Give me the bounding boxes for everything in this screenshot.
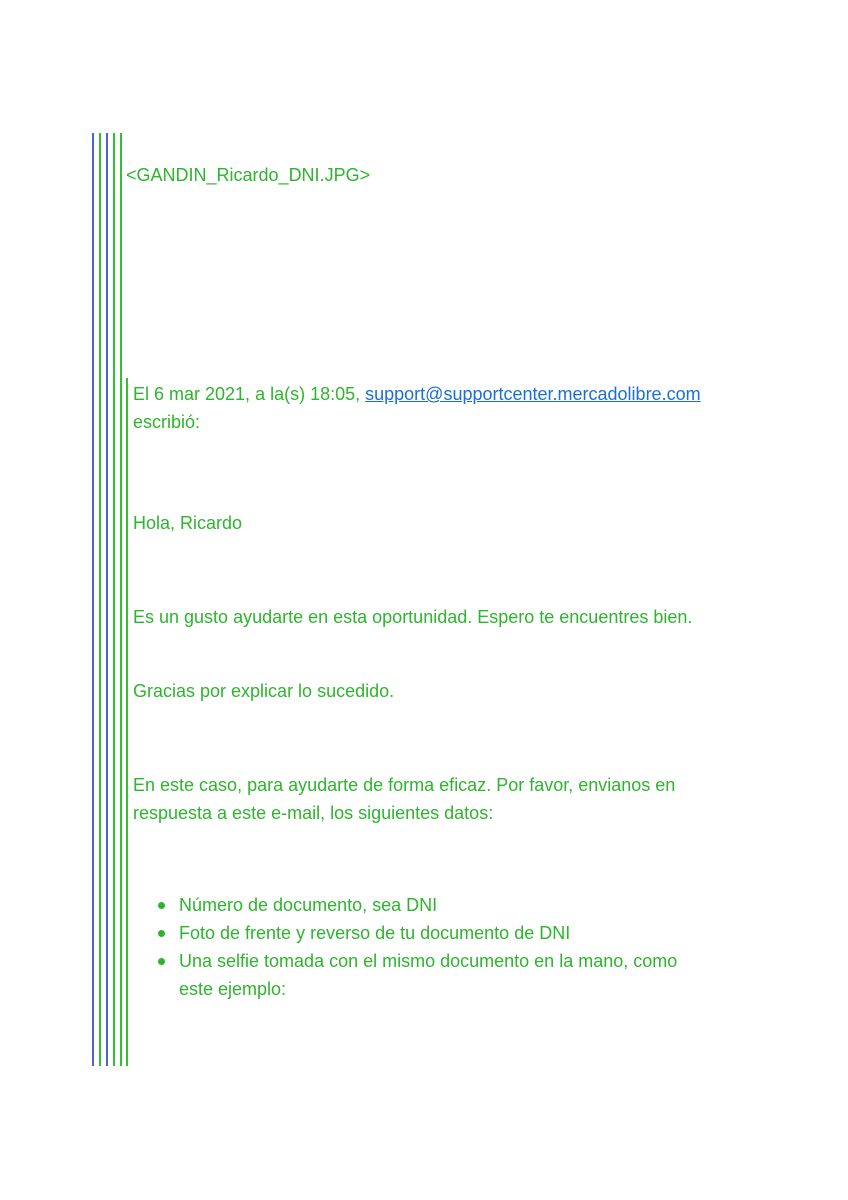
- list-item-text-continued: este ejemplo:: [179, 979, 287, 999]
- quoted-header: [133, 380, 701, 408]
- sender-email-link[interactable]: support@supportcenter.mercadolibre.com: [365, 384, 701, 404]
- list-item-text: Foto de frente y reverso de tu documento de DNI: [179, 923, 571, 943]
- quote-bar-level-2: [99, 133, 101, 1066]
- quote-bar-level-6: [126, 378, 128, 1066]
- paragraph-1: Es un gusto ayudarte en esta oportunidad. Espero te encuentres bien.: [133, 607, 693, 627]
- bullet-icon: [158, 930, 165, 937]
- list-item-text: Una selfie tomada con el mismo documento en la mano, como: [179, 951, 678, 971]
- quote-bar-level-1: [92, 133, 94, 1066]
- quote-bar-level-3: [106, 133, 108, 1066]
- bullet-icon: [158, 958, 165, 965]
- list-item-text: Número de documento, sea DNI: [179, 895, 438, 915]
- requirements-list: [152, 891, 739, 1003]
- paragraph-3-line-1: En este caso, para ayudarte de forma eficaz. Por favor, envianos en: [133, 775, 676, 795]
- quote-bar-level-4: [113, 133, 115, 1066]
- quoted-header-suffix: escribió:: [133, 412, 201, 432]
- paragraph-2: Gracias por explicar lo sucedido.: [133, 681, 395, 701]
- quote-bar-level-5: [120, 133, 122, 1066]
- bullet-icon: [158, 902, 165, 909]
- list-item: [152, 919, 739, 947]
- paragraph-3-line-2: respuesta a este e-mail, los siguientes datos:: [133, 803, 494, 823]
- list-item: [152, 891, 739, 919]
- greeting: Hola, Ricardo: [133, 513, 243, 533]
- attachment-filename[interactable]: <GANDIN_Ricardo_DNI.JPG>: [126, 165, 371, 185]
- list-item: [152, 947, 739, 1003]
- quoted-header-prefix: El 6 mar 2021, a la(s) 18:05,: [133, 384, 361, 404]
